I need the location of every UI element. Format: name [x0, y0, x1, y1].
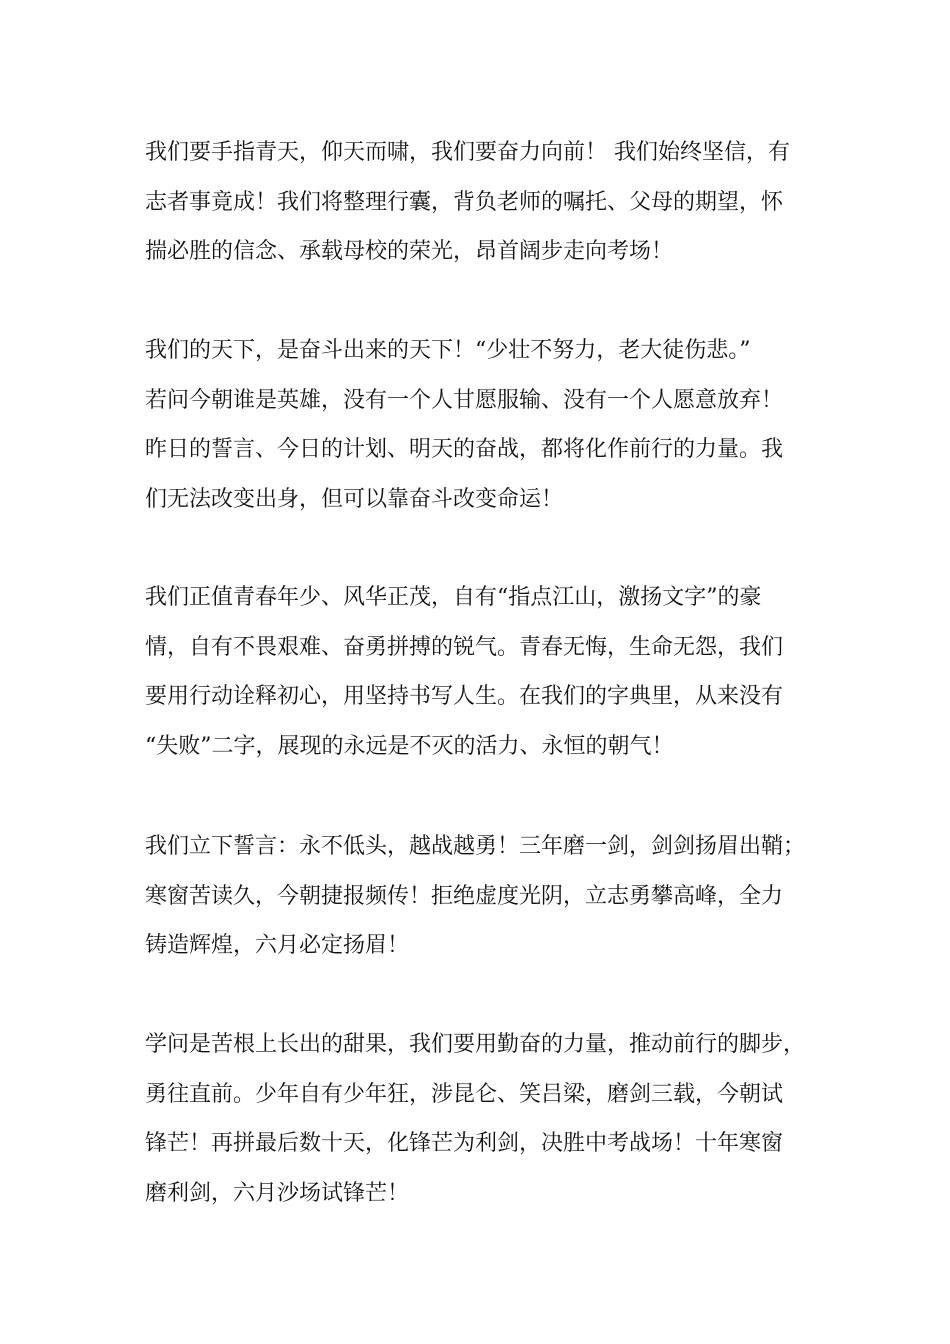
paragraph-line: 揣必胜的信念、承载母校的荣光，昂首阔步走向考场！ — [145, 239, 674, 264]
paragraph-line: 勇往直前。少年自有少年狂，涉昆仑、笑吕梁，磨剑三载，今朝试 — [145, 1081, 784, 1107]
paragraph-line: “失败”二字，展现的永远是不灭的活力、永恒的朝气！ — [145, 733, 674, 759]
paragraph-4 — [145, 822, 835, 971]
paragraph-line: 锋芒！再拼最后数十天，化锋芒为利剑，决胜中考战场！十年寒窗 — [145, 1131, 784, 1156]
paragraph-line: 我们要手指青天，仰天而啸，我们要奋力向前！ 我们始终坚信，有 — [145, 140, 790, 165]
paragraph-1 — [145, 128, 835, 277]
paragraph-line: 寒窗苦读久，今朝捷报频传！拒绝虚度光阴，立志勇攀高峰，全力 — [145, 883, 784, 909]
paragraph-line: 昨日的誓言、今日的计划、明天的奋战，都将化作前行的力量。我 — [145, 437, 784, 462]
paragraph-line: 磨利剑，六月沙场试锋芒！ — [145, 1180, 410, 1206]
paragraph-5 — [145, 1020, 835, 1218]
paragraph-3 — [145, 573, 835, 771]
paragraph-line: 我们立下誓言：永不低头，越战越勇！三年磨一剑，剑剑扬眉出鞘； — [145, 834, 806, 859]
paragraph-line: 我们的天下，是奋斗出来的天下！“少壮不努力，老大徒伤悲。” — [145, 338, 751, 363]
paragraph-line: 们无法改变出身，但可以靠奋斗改变命运！ — [145, 486, 564, 512]
paragraph-2 — [145, 326, 835, 524]
paragraph-line: 若问今朝谁是英雄，没有一个人甘愿服输、没有一个人愿意放弃！ — [145, 387, 784, 413]
paragraph-line: 要用行动诠释初心，用坚持书写人生。在我们的字典里，从来没有 — [145, 684, 784, 709]
paragraph-line: 铸造辉煌，六月必定扬眉！ — [145, 933, 410, 958]
paragraph-line: 我们正值青春年少、风华正茂，自有“指点江山，激扬文字”的豪 — [145, 585, 762, 610]
paragraph-line: 情，自有不畏艰难、奋勇拼搏的锐气。青春无悔，生命无怨，我们 — [145, 634, 784, 660]
paragraph-line: 学问是苦根上长出的甜果，我们要用勤奋的力量，推动前行的脚步， — [145, 1032, 806, 1057]
paragraph-line: 志者事竟成！我们将整理行囊，背负老师的嘱托、父母的期望，怀 — [145, 189, 784, 215]
